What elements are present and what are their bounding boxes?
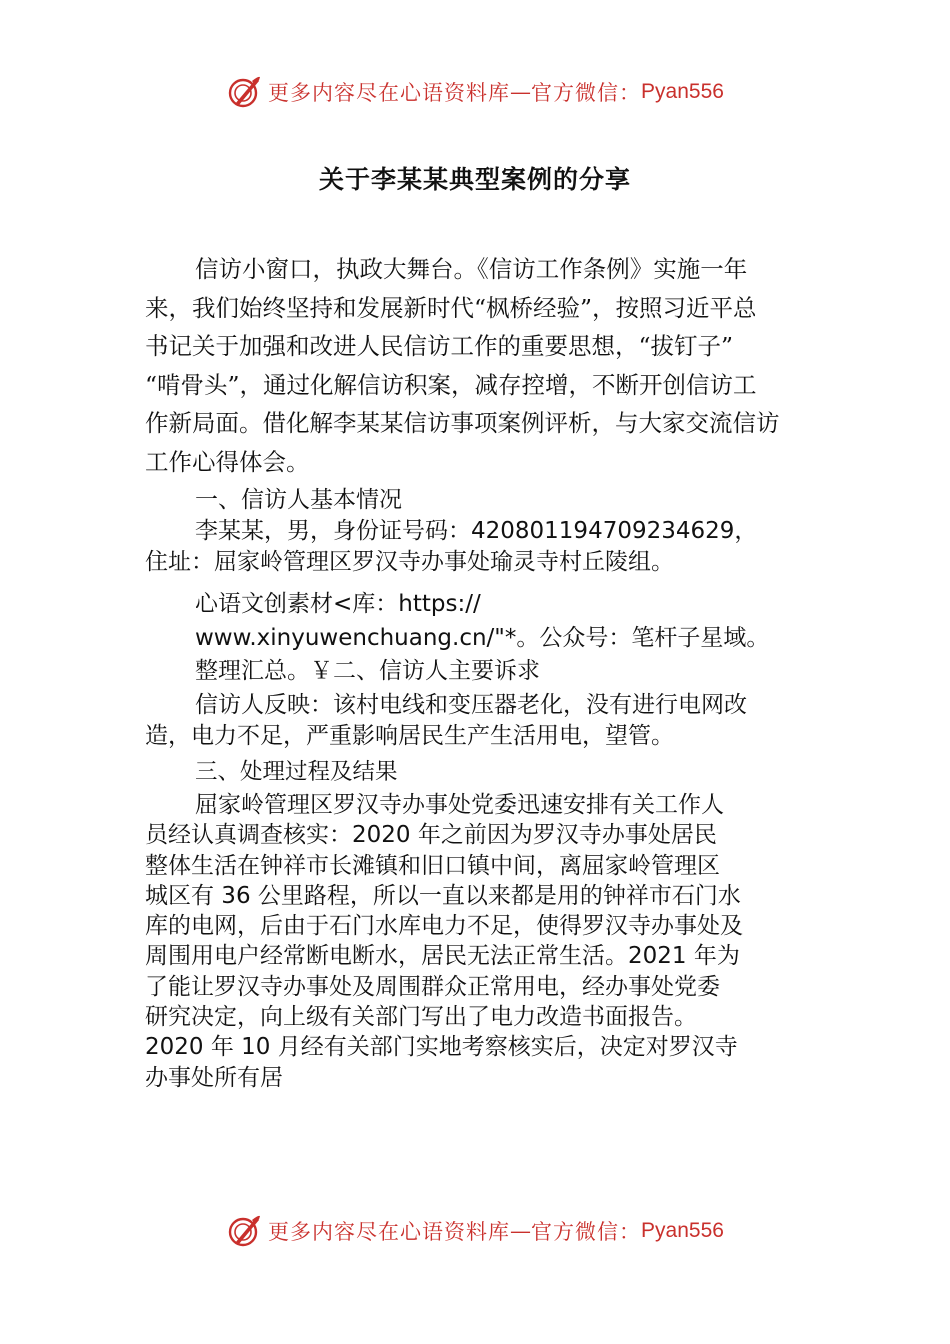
- complaint-paragraph: [145, 690, 825, 752]
- section-3-heading-block: [145, 755, 825, 789]
- banner-separator: —: [510, 1219, 532, 1243]
- footer-banner: [0, 1211, 950, 1251]
- text-line: 信访人反映：该村电线和变压器老化，没有进行电网改: [195, 692, 747, 718]
- text-line: 作新局面。借化解李某某信访事项案例评析，与大家交流信访: [145, 409, 780, 437]
- wechat-id: Pyan556: [641, 80, 724, 103]
- text-line: “啃骨头”，通过化解信访积案，减存控增，不断开创信访工: [145, 370, 757, 399]
- text-line: 来，我们始终坚持和发展新时代“枫桥经验”，按照习近平总: [145, 293, 757, 322]
- section-heading: 一、信访人基本情况: [195, 487, 402, 513]
- quill-logo-icon: [226, 74, 262, 110]
- text-line: 工作心得体会。: [145, 447, 310, 476]
- text-line: 住址：屈家岭管理区罗汉寺办事处瑜灵寺村丘陵组。: [145, 549, 674, 575]
- promo-block: [145, 588, 825, 689]
- text-line: 屈家岭管理区罗汉寺办事处党委迅速安排有关工作人: [195, 792, 724, 818]
- wechat-id: Pyan556: [641, 1219, 724, 1242]
- banner-text: 更多内容尽在心语资料库: [268, 81, 511, 105]
- banner-separator: —: [510, 80, 532, 104]
- text-line: 李某某，男，身份证号码：420801194709234629，: [195, 518, 758, 544]
- section-3-paragraph: [145, 790, 825, 1093]
- section-heading: 三、处理过程及结果: [195, 759, 398, 785]
- wechat-label: 官方微信：: [531, 81, 642, 105]
- text-line: 心语文创素材<库：https://: [195, 591, 481, 617]
- section-1: [145, 485, 825, 578]
- text-line: 周围用电户经常断电断水，居民无法正常生活。2021 年为: [145, 943, 740, 970]
- text-line: 书记关于加强和改进人民信访工作的重要思想，“拔钉子”: [145, 332, 734, 360]
- intro-paragraph: [145, 250, 825, 481]
- text-line: 库的电网，后由于石门水库电力不足，使得罗汉寺办事处及: [145, 913, 743, 940]
- text-line: 办事处所有居: [145, 1064, 283, 1091]
- text-line: 整体生活在钟祥市长滩镇和旧口镇中间，离屈家岭管理区: [145, 852, 720, 879]
- text-line: 员经认真调查核实：2020 年之前因为罗汉寺办事处居民: [145, 822, 717, 849]
- banner-text: 更多内容尽在心语资料库: [268, 1220, 511, 1244]
- quill-logo-icon: [226, 1213, 262, 1249]
- document-title: 关于李某某典型案例的分享: [318, 165, 631, 194]
- wechat-label: 官方微信：: [531, 1220, 642, 1244]
- text-line: www.xinyuwenchuang.cn/"*。公众号：笔杆子星域。: [195, 624, 770, 651]
- text-line: 整理汇总。￥二、信访人主要诉求: [195, 658, 540, 684]
- header-banner: [0, 72, 950, 112]
- text-line: 造，电力不足，严重影响居民生产生活用电，望管。: [145, 723, 674, 749]
- text-line: 城区有 36 公里路程，所以一直以来都是用的钟祥市石门水: [145, 882, 741, 909]
- text-line: 了能让罗汉寺办事处及周围群众正常用电，经办事处党委: [145, 973, 720, 1000]
- text-line: 研究决定，向上级有关部门写出了电力改造书面报告。: [145, 1004, 697, 1031]
- text-line: 信访小窗口，执政大舞台。《信访工作条例》实施一年: [195, 255, 748, 283]
- text-line: 2020 年 10 月经有关部门实地考察核实后，决定对罗汉寺: [145, 1034, 738, 1061]
